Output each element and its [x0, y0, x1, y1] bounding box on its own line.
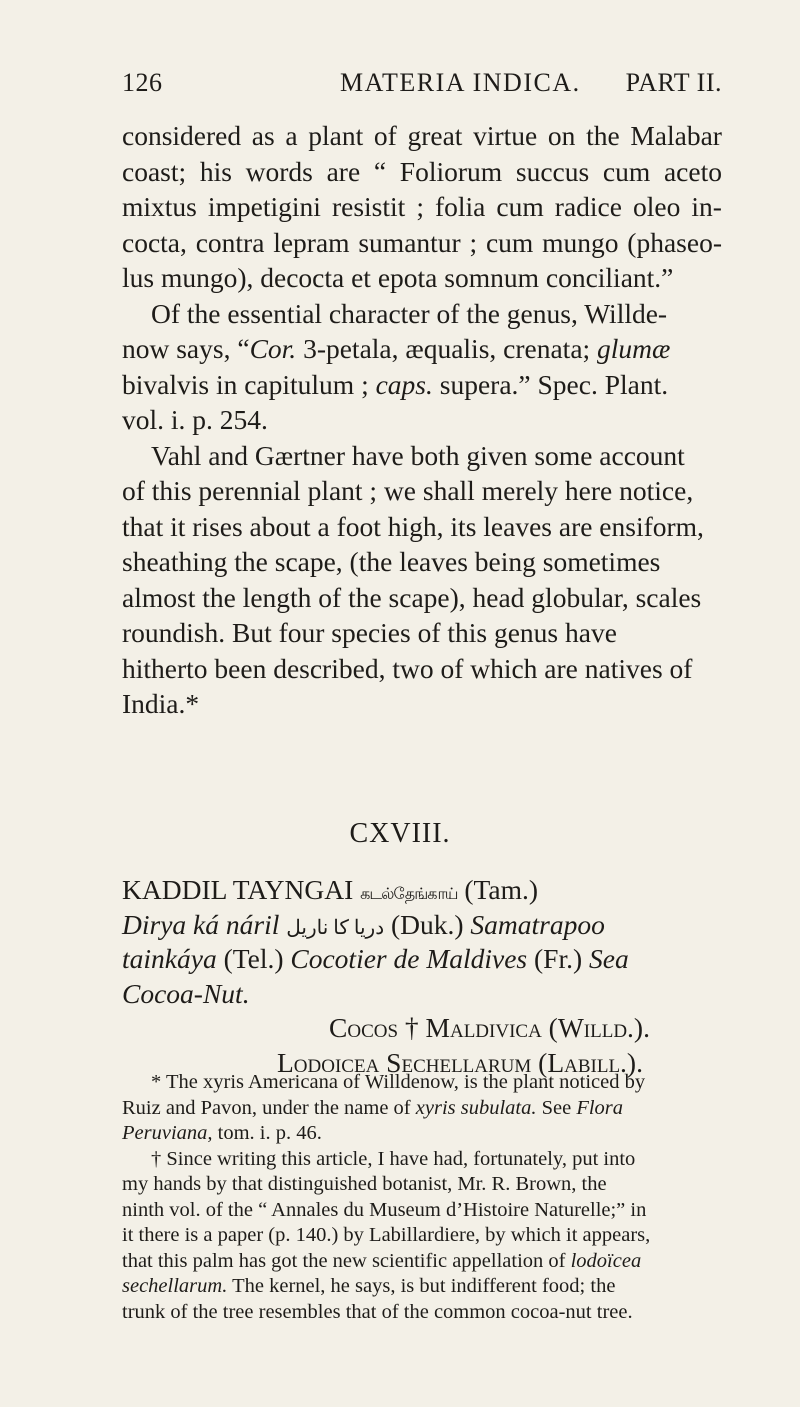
text-line: of this perennial plant ; we shall merely here notice,	[122, 475, 694, 506]
italic-term: Flora	[576, 1096, 624, 1119]
botanical-name: Lodoicea Sechellarum (Labill.).	[277, 1046, 643, 1078]
text-line	[122, 977, 722, 1012]
arabic-script: دریا کا ناریل	[286, 916, 385, 939]
text-line: considered as a plant of great virtue on the Malabar	[122, 120, 722, 151]
section-title: KADDIL TAYNGAI	[122, 874, 354, 905]
text-line: that it rises about a foot high, its leaves are ensiform,	[122, 510, 704, 542]
italic-term: Cor.	[249, 333, 297, 364]
page-number: 126	[122, 68, 163, 97]
footnote-line	[122, 1249, 722, 1275]
text-line	[122, 873, 722, 908]
text-line: almost the length of the scape), head globular, scales	[122, 581, 702, 613]
vernacular-names	[122, 873, 722, 1080]
body-text	[122, 118, 722, 722]
telugu-name: tainkáya	[122, 943, 217, 974]
french-name: Cocotier de Maldives	[290, 943, 528, 974]
text-span: 3-petala, æqualis, crenata;	[296, 333, 591, 364]
footnote-line: my hands by that distinguished botanist, Mr. R. Brown, the	[122, 1173, 607, 1195]
text-span: The kernel, he says, is but indifferent food; the	[232, 1275, 616, 1297]
italic-term: caps.	[375, 368, 433, 400]
text-span: supera.” Spec. Plant.	[439, 368, 669, 400]
dukhni-name: Dirya ká náril	[122, 908, 280, 940]
text-span: Ruiz and Pavon, under the name of	[122, 1096, 411, 1119]
footnotes	[122, 1070, 722, 1325]
text-line: Of the essential character of the genus, Willde-	[151, 297, 668, 329]
english-name: Sea	[589, 943, 629, 974]
text-line: hitherto been described, two of which are natives of	[122, 652, 693, 684]
text-span: bivalvis in capitulum ;	[122, 368, 369, 400]
tamil-script: கடல்தேங்காய்	[360, 886, 458, 903]
text-line	[122, 908, 722, 943]
text-line: coast; his words are “ Foliorum succus cum aceto	[122, 155, 722, 187]
footnote-line	[122, 1121, 722, 1147]
text-line	[122, 942, 722, 977]
lang-tag: (Fr.)	[534, 943, 583, 974]
footnote-line: trunk of the tree resembles that of the common cocoa-nut tree.	[122, 1300, 633, 1323]
part-label: PART II.	[625, 68, 722, 97]
footnote-line: ninth vol. of the “ Annales du Museum d’Histoire Naturelle;” in	[122, 1198, 647, 1221]
text-span: now says, “	[122, 333, 250, 364]
text-line: vol. i. p. 254.	[122, 404, 268, 435]
text-line: mixtus impetigini resistit ; folia cum radice oleo in-	[122, 191, 722, 222]
running-head	[122, 68, 722, 104]
footnote-line: † Since writing this article, I have had, fortunately, put into	[151, 1147, 636, 1170]
text-line: Vahl and Gærtner have both given some account	[151, 439, 685, 471]
text-line: sheathing the scape, (the leaves being sometimes	[122, 546, 661, 577]
text-line: roundish. But four species of this genus have	[122, 617, 617, 648]
text-line	[122, 367, 722, 403]
lang-tag: (Tel.)	[223, 943, 284, 974]
telugu-name: Samatrapoo	[470, 908, 605, 940]
text-line: India.*	[122, 688, 200, 719]
footnote-line	[122, 1096, 722, 1122]
text-line: cocta, contra lepram sumantur ; cum mungo (phaseo-	[122, 226, 722, 258]
lang-tag: (Duk.)	[390, 908, 464, 940]
text-span: See	[541, 1096, 572, 1119]
italic-term: glumæ	[597, 333, 671, 364]
section-number: CXVIII.	[349, 818, 451, 849]
text-line	[122, 331, 722, 367]
text-span: that this palm has got the new scientific appellation of	[122, 1249, 566, 1272]
footnote-line: it there is a paper (p. 140.) by Labillardiere, by which it appears,	[122, 1224, 651, 1246]
italic-term: xyris subulata.	[415, 1096, 537, 1119]
english-name: Cocoa-Nut.	[122, 977, 250, 1009]
lang-tag: (Tam.)	[464, 874, 539, 905]
italic-term: sechellarum.	[122, 1275, 228, 1297]
footnote-line: * The xyris Americana of Willdenow, is the plant noticed by	[151, 1071, 646, 1093]
italic-term: Peruviana,	[122, 1122, 213, 1144]
text-span: tom. i. p. 46.	[217, 1122, 322, 1144]
botanical-name: Cocos † Maldivica (Willd.).	[329, 1012, 650, 1043]
footnote-line	[122, 1274, 722, 1300]
italic-term: lodoïcea	[570, 1249, 642, 1272]
running-title: MATERIA INDICA.	[340, 68, 581, 97]
text-line: lus mungo), decocta et epota somnum conciliant.”	[122, 262, 674, 293]
